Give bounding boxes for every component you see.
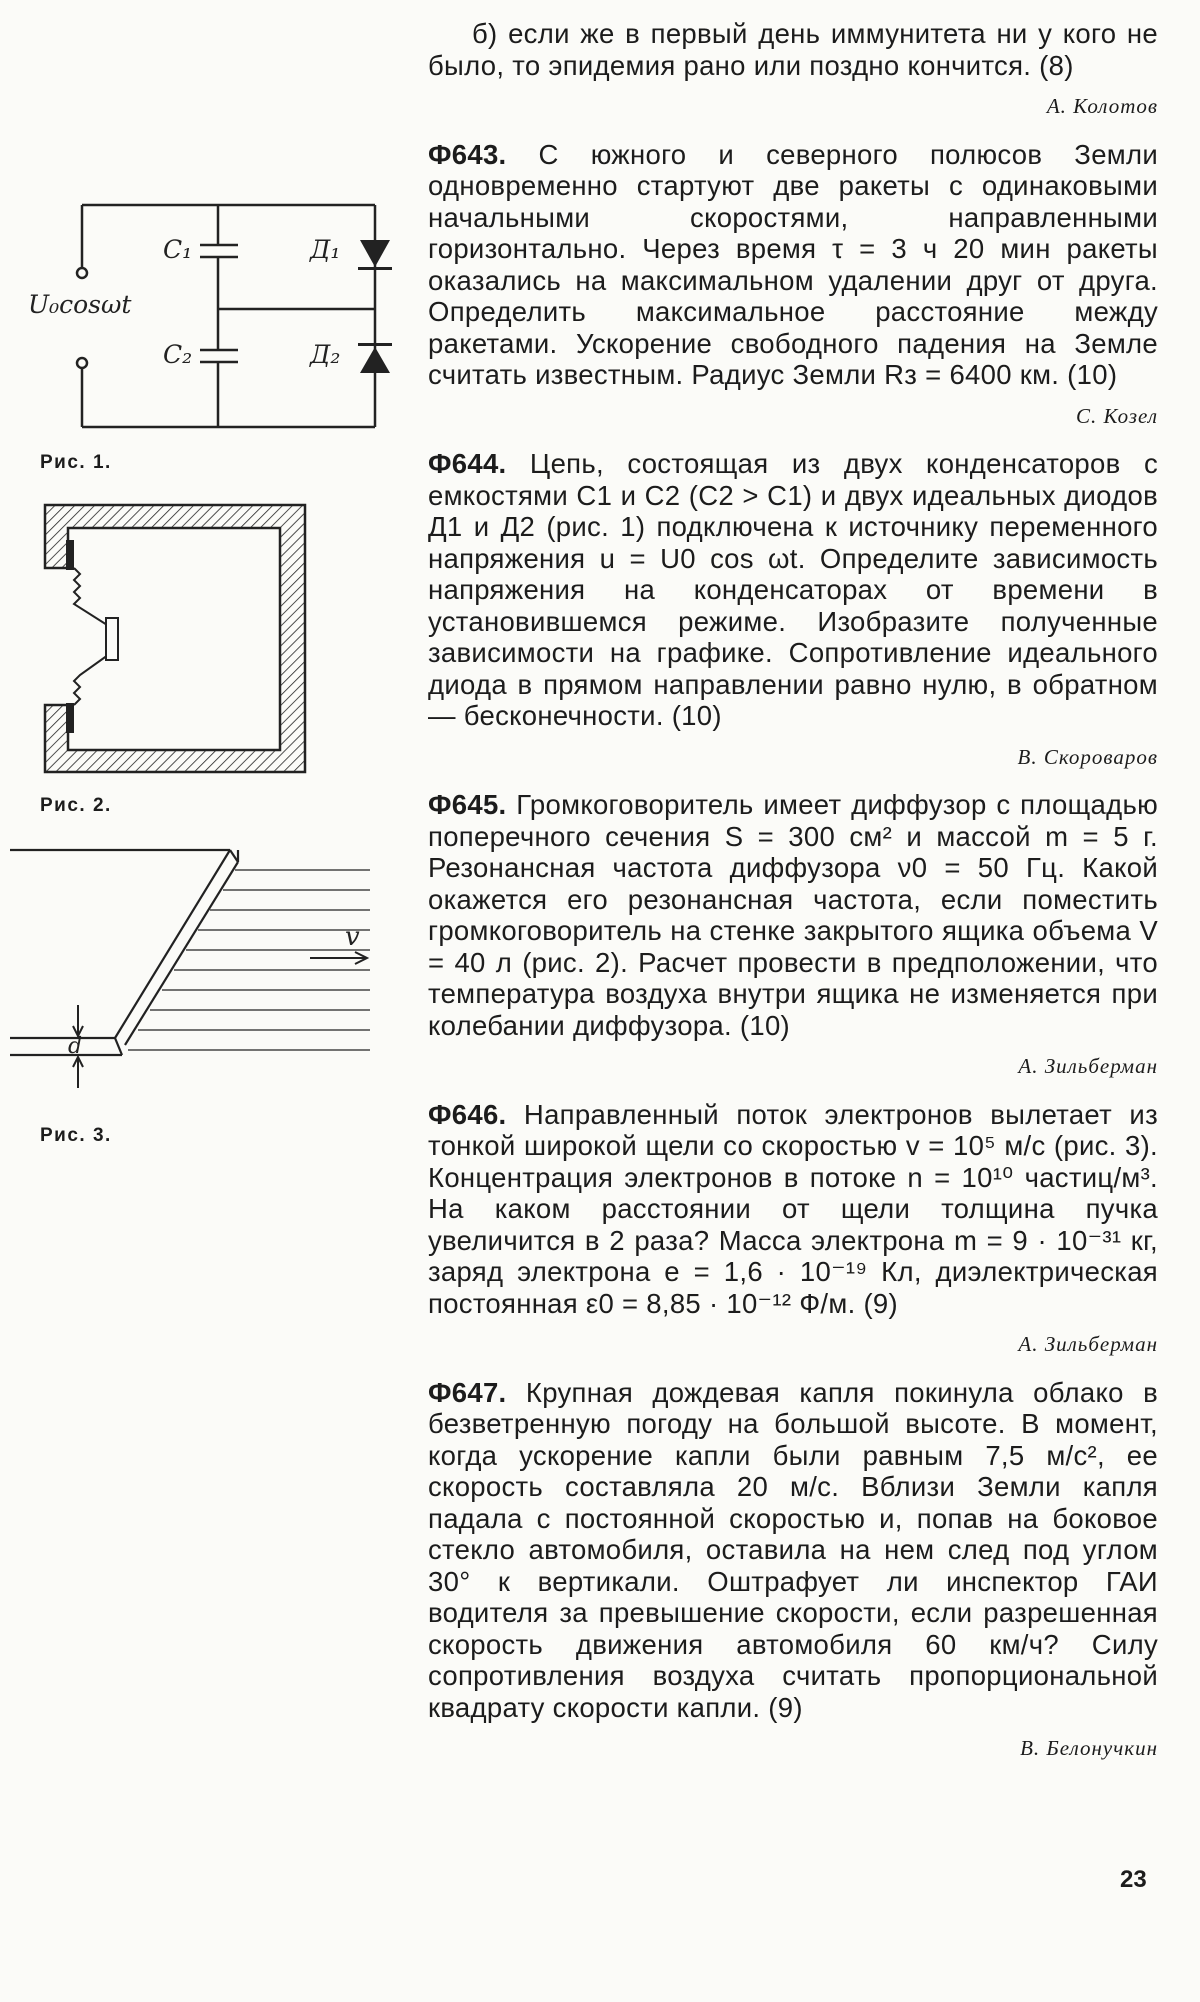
figure-3-slit-flow	[10, 840, 410, 1110]
problem-id: Ф647.	[428, 1376, 507, 1408]
author: В. Скороваров	[1017, 744, 1158, 769]
d1-label: Д₁	[310, 235, 341, 264]
problem-id: Ф644.	[428, 448, 507, 479]
problem	[428, 789, 1158, 1041]
d2-label: Д₂	[310, 340, 341, 369]
problem-text: Цепь, состоящая из двух конденсаторов с емкостями C1 и C2 (C2 > C1) и двух идеальных диодов Д1 и Д2 (рис. 1) подключена к источнику переменного напряжения u = U0 cos ωt. Определите зависимость напряжения на конденсаторах от времени в установившемся режиме. Изобразите полученные зависимости на графике. Сопротивление идеального диода в прямом направлении равно нулю, в обратном — бесконечности. (10)	[428, 448, 1158, 731]
problem	[428, 1099, 1158, 1320]
problem-id: Ф646.	[428, 1098, 507, 1130]
figure-2-caption: Рис. 2.	[40, 795, 112, 816]
figure-1-caption: Рис. 1.	[40, 452, 112, 473]
c1-label: C₁	[163, 235, 193, 264]
author: А. Колотов	[1046, 94, 1158, 118]
problem-text: Направленный поток электронов вылетает из тонкой широкой щели со скоростью v = 10⁵ м/с (рис. 3). Концентрация электронов в потоке n = 10¹⁰ частиц/м³. На каком расстоянии от щели толщина пучка увеличится в 2 раза? Масса электрона m = 9 · 10⁻³¹ кг, заряд электрона e = 1,6 · 10⁻¹⁹ Кл, диэлектрическая постоянная ε0 = 8,85 · 10⁻¹² Ф/м. (9)	[428, 1098, 1158, 1319]
author: С. Козел	[1075, 403, 1158, 428]
intro-paragraph: б) если же в первый день иммунитета ни у кого не было, то эпидемия рано или поздно кончится. (8)	[428, 18, 1158, 81]
page-number: 23	[1120, 1866, 1147, 1893]
problem-text: Громкоговоритель имеет диффузор с площадью поперечного сечения S = 300 см² и массой m = 5 г. Резонансная частота диффузора ν0 = 50 Гц. Какой окажется его резонансная частота, если поместить громкоговоритель на стенке закрытого ящика объема V = 40 л (рис. 2). Расчет провести в предположении, что температура воздуха внутри ящика не изменяется при колебании диффузора. (10)	[428, 789, 1158, 1041]
figure-1-circuit	[20, 195, 400, 440]
problem-id: Ф643.	[428, 138, 507, 170]
figure-3-caption: Рис. 3.	[40, 1125, 112, 1146]
text-column	[428, 18, 1158, 1781]
thickness-label: d	[68, 1034, 83, 1059]
problem-text: С южного и северного полюсов Земли одновременно стартуют две ракеты с одинаковыми начальными скоростями, направленными горизонтально. Через время τ = 3 ч 20 мин ракеты оказались на максимальном удалении друг от друга. Определить максимальное расстояние между ракетами. Ускорение свободного падения на Земле считать известным. Радиус Земли Rз = 6400 км. (10)	[428, 138, 1158, 390]
author: А. Зильберман	[1018, 1332, 1158, 1356]
author: В. Белонучкин	[1020, 1736, 1158, 1760]
problem	[428, 139, 1158, 391]
c2-label: C₂	[163, 340, 193, 369]
problem-id: Ф645.	[428, 789, 507, 820]
problem	[428, 448, 1158, 732]
problem	[428, 1377, 1158, 1724]
velocity-label: v	[345, 922, 360, 952]
source-label: U₀cosωt	[28, 290, 132, 319]
figure-2-loudspeaker-box	[40, 500, 310, 780]
problem-text: Крупная дождевая капля покинула облако в безветренную погоду на большой высоте. В момент, когда ускорение капли были равным 7,5 м/с², ее скорость составляла 20 м/с. Вблизи Земли капля падала с постоянной скоростью и, попав на боковое стекло автомобиля, оставила на нем след под углом 30° к вертикали. Оштрафует ли инспектор ГАИ водителя за превышение скорости, если разрешенная скорость движения автомобиля 60 км/ч? Силу сопротивления воздуха считать пропорциональной квадрату скорости капли. (9)	[428, 1376, 1158, 1723]
author: А. Зильберман	[1018, 1054, 1158, 1078]
